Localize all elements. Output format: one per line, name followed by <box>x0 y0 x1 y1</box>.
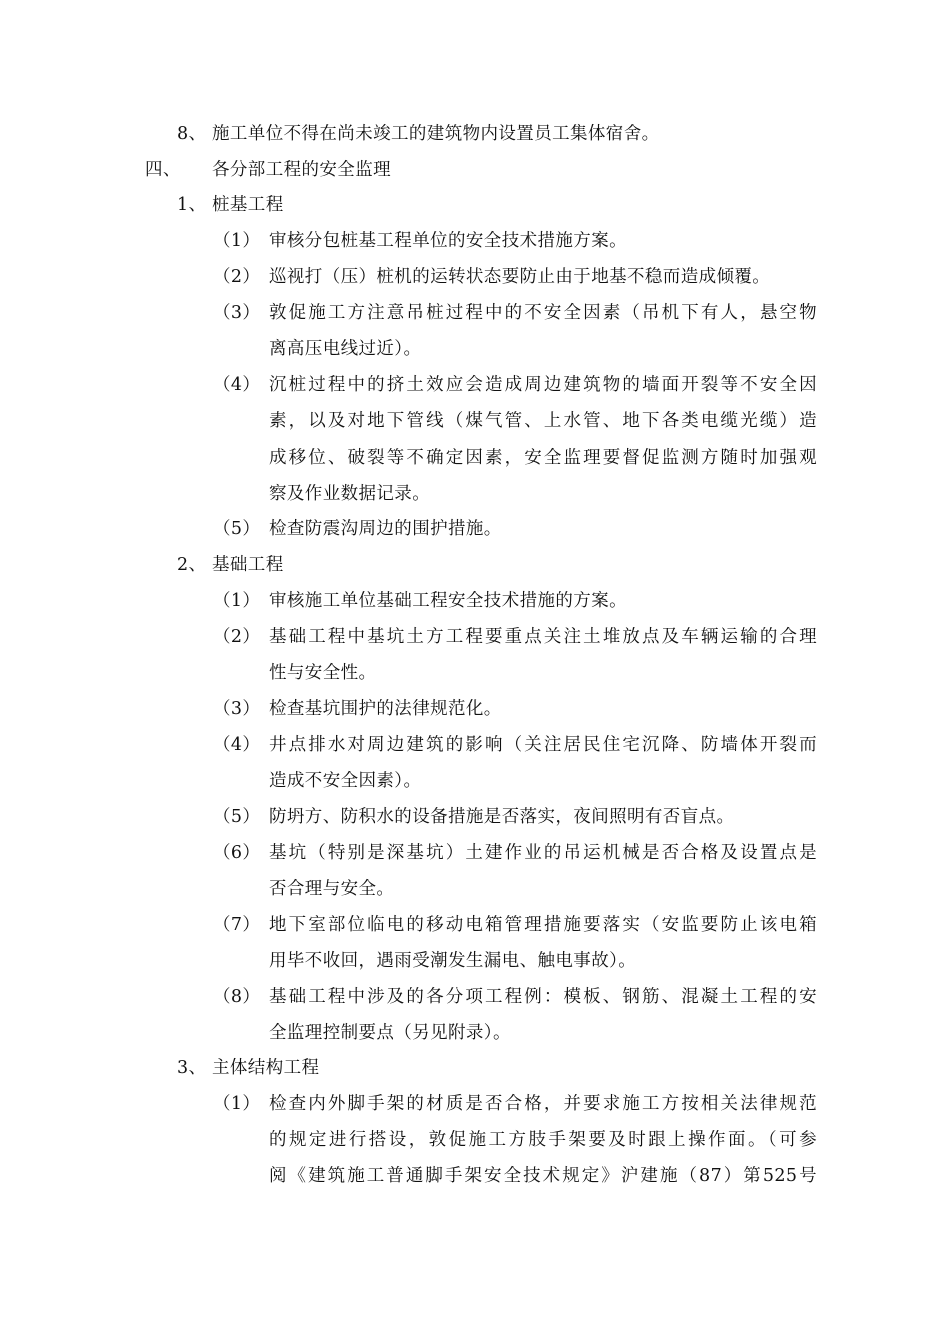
item-number: （6） <box>213 843 261 863</box>
subsection-number: 3、 <box>177 1058 207 1078</box>
line-text: 离高压电线过近）。 <box>269 339 422 359</box>
subsection-title: 主体结构工程 <box>212 1058 320 1078</box>
line-text: 阅《建筑施工普通脚手架安全技术规定》沪建施（87）第525号 <box>269 1166 817 1186</box>
item-number: （3） <box>213 699 261 719</box>
line-text: 基坑（特别是深基坑）土建作业的吊运机械是否合格及设置点是 <box>269 843 817 863</box>
line-text: 检查防震沟周边的围护措施。 <box>269 519 502 539</box>
section-number: 四、 <box>145 160 181 180</box>
line-text: 否合理与安全。 <box>269 879 395 899</box>
item-number: （4） <box>213 735 261 755</box>
item-number: （2） <box>213 267 261 287</box>
line-text: 全监理控制要点（另见附录）。 <box>269 1023 511 1043</box>
line-text: 性与安全性。 <box>269 663 377 683</box>
line-text: 沉桩过程中的挤土效应会造成周边建筑物的墙面开裂等不安全因 <box>269 375 817 395</box>
item-number: 8、 <box>177 124 207 144</box>
subsection-title: 基础工程 <box>212 555 284 575</box>
item-number: （3） <box>213 303 261 323</box>
item-number: （4） <box>213 375 261 395</box>
subsection-title: 桩基工程 <box>212 195 284 215</box>
line-text: 地下室部位临电的移动电箱管理措施要落实（安监要防止该电箱 <box>269 915 817 935</box>
line-text: 的规定进行搭设，敦促施工方肢手架要及时跟上操作面。（可参 <box>269 1130 817 1150</box>
subsection-number: 1、 <box>177 195 207 215</box>
line-text: 检查基坑围护的法律规范化。 <box>269 699 502 719</box>
subsection-number: 2、 <box>177 555 207 575</box>
item-number: （7） <box>213 915 261 935</box>
line-text: 井点排水对周边建筑的影响（关注居民住宅沉降、防墙体开裂而 <box>269 735 817 755</box>
line-text: 基础工程中涉及的各分项工程例：模板、钢筋、混凝土工程的安 <box>269 987 817 1007</box>
item-number: （1） <box>213 1094 261 1114</box>
line-text: 审核施工单位基础工程安全技术措施的方案。 <box>269 591 627 611</box>
line-text: 用毕不收回，遇雨受潮发生漏电、触电事故）。 <box>269 951 637 971</box>
item-number: （1） <box>213 591 261 611</box>
item-number: （5） <box>213 519 261 539</box>
line-text: 施工单位不得在尚未竣工的建筑物内设置员工集体宿舍。 <box>212 124 660 144</box>
item-number: （2） <box>213 627 261 647</box>
item-number: （1） <box>213 231 261 251</box>
line-text: 成移位、破裂等不确定因素，安全监理要督促监测方随时加强观 <box>269 448 817 468</box>
line-text: 敦促施工方注意吊桩过程中的不安全因素（吊机下有人，悬空物 <box>269 303 817 323</box>
section-title: 各分部工程的安全监理 <box>212 160 391 180</box>
line-text: 检查内外脚手架的材质是否合格，并要求施工方按相关法律规范 <box>269 1094 817 1114</box>
line-text: 基础工程中基坑土方工程要重点关注土堆放点及车辆运输的合理 <box>269 627 817 647</box>
line-text: 审核分包桩基工程单位的安全技术措施方案。 <box>269 231 627 251</box>
line-text: 察及作业数据记录。 <box>269 484 431 504</box>
line-text: 巡视打（压）桩机的运转状态要防止由于地基不稳而造成倾覆。 <box>269 267 771 287</box>
line-text: 造成不安全因素）。 <box>269 771 422 791</box>
item-number: （8） <box>213 987 261 1007</box>
line-text: 防坍方、防积水的设备措施是否落实，夜间照明有否盲点。 <box>269 807 735 827</box>
line-text: 素，以及对地下管线（煤气管、上水管、地下各类电缆光缆）造 <box>269 411 817 431</box>
item-number: （5） <box>213 807 261 827</box>
